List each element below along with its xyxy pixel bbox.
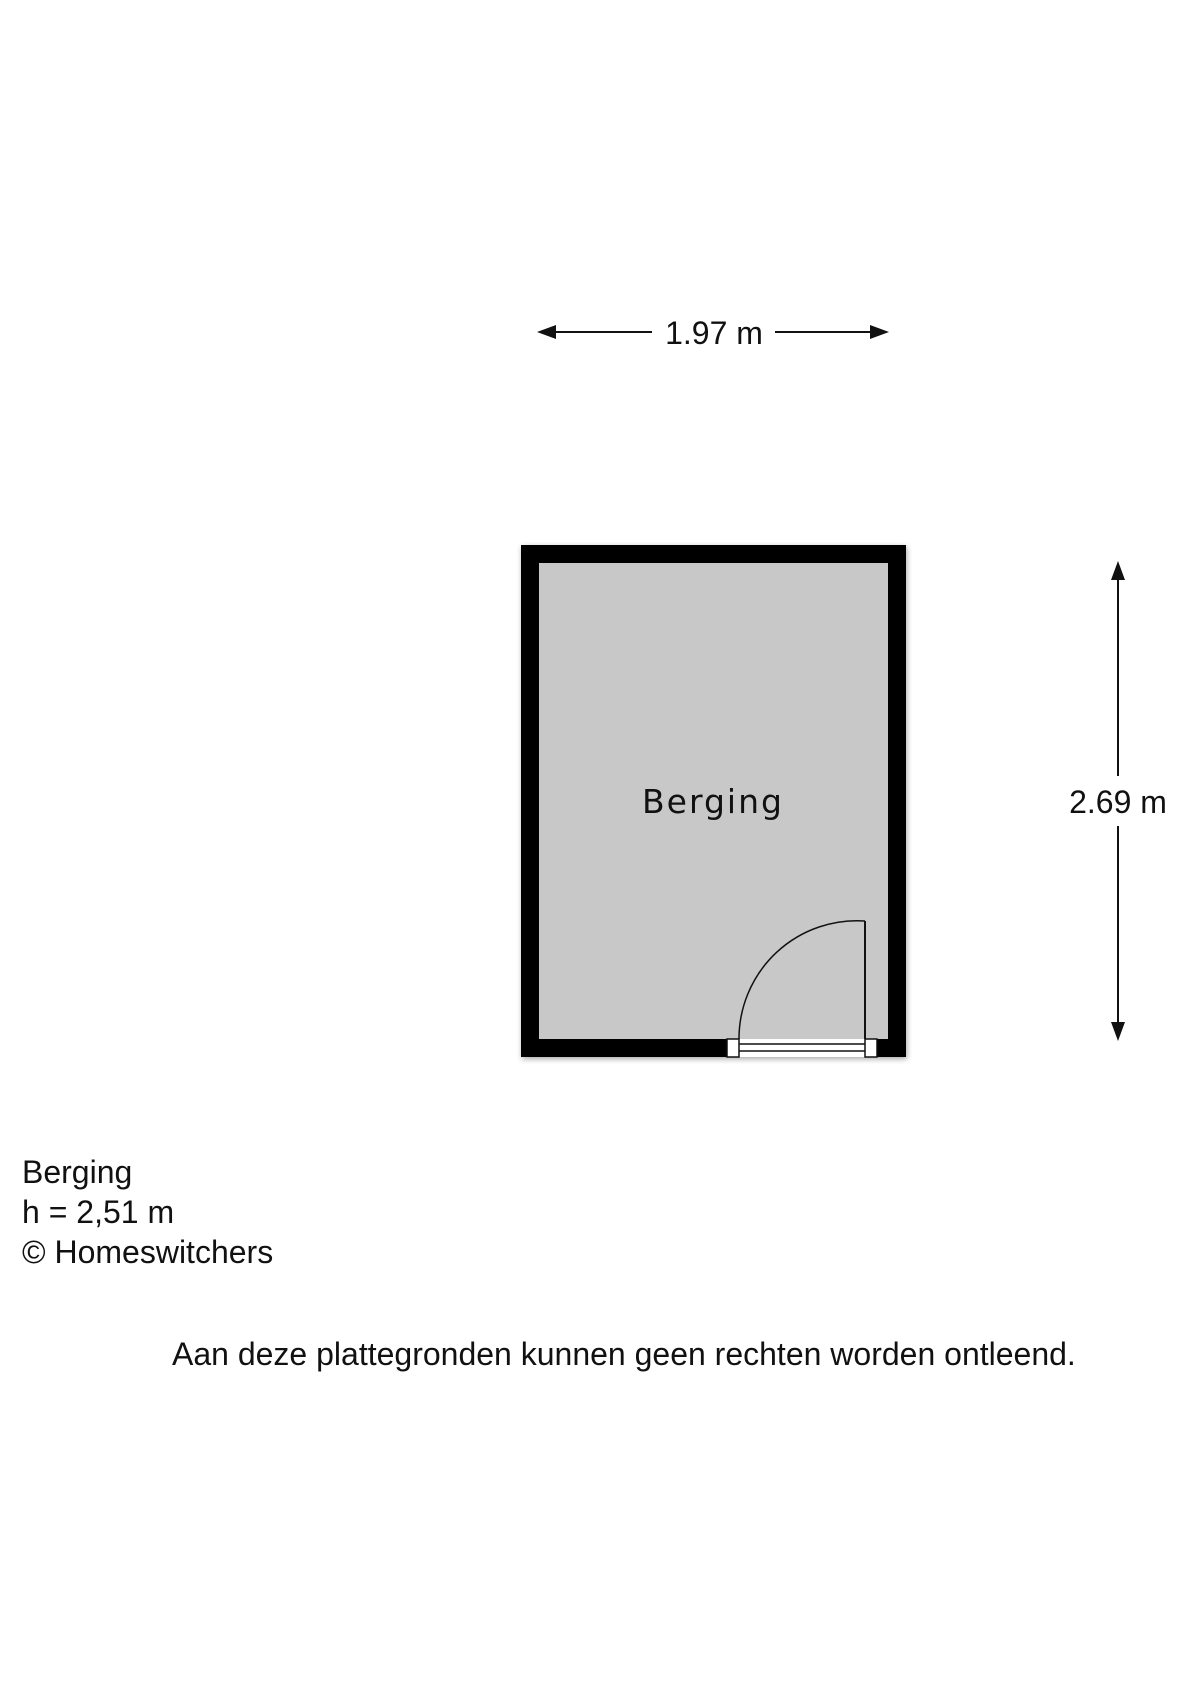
info-ceiling-height: h = 2,51 m xyxy=(22,1194,175,1230)
room-name-label: Berging xyxy=(642,782,784,821)
door-opening xyxy=(727,1039,877,1057)
info-room-name: Berging xyxy=(22,1154,133,1190)
depth-arrow-down-icon xyxy=(1111,1022,1125,1041)
door-jamb-right xyxy=(865,1039,877,1057)
depth-arrow-up-icon xyxy=(1111,561,1125,580)
depth-label: 2.69 m xyxy=(1069,784,1167,820)
width-arrow-left-icon xyxy=(537,325,556,339)
room-berging xyxy=(521,545,906,1057)
disclaimer-text: Aan deze plattegronden kunnen geen rechten worden ontleend. xyxy=(172,1336,1076,1372)
plan-info xyxy=(22,1152,273,1272)
info-copyright: © Homeswitchers xyxy=(22,1234,274,1270)
width-arrow-right-icon xyxy=(870,325,889,339)
depth-dimension xyxy=(1069,561,1167,1041)
width-dimension xyxy=(537,315,889,351)
width-label: 1.97 m xyxy=(665,315,763,351)
door-jamb-left xyxy=(727,1039,739,1057)
